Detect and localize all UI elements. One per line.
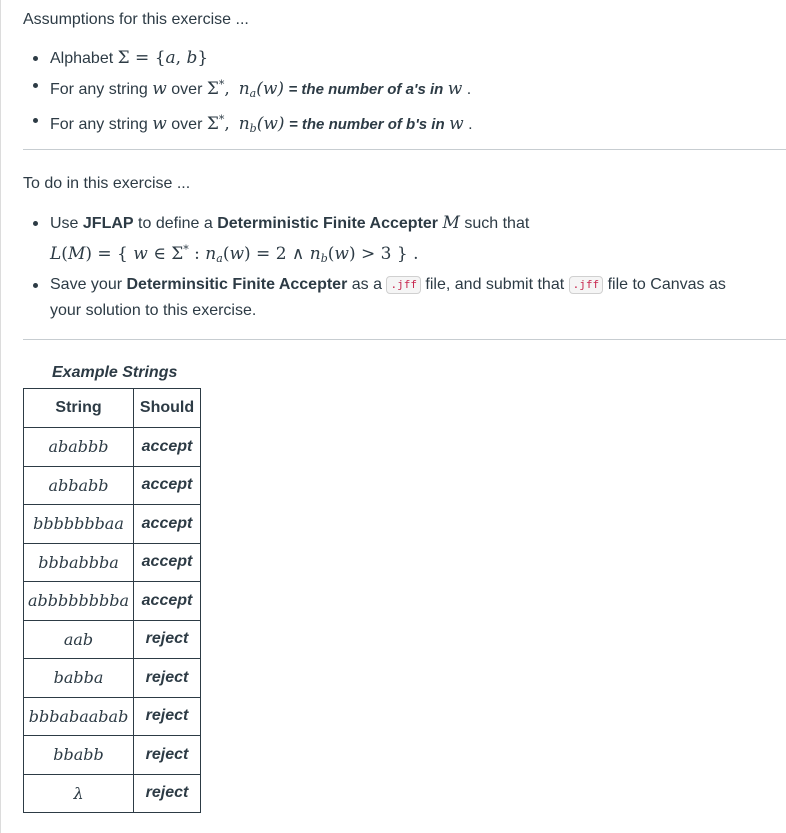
example-string: aab xyxy=(24,620,134,659)
example-string: bbbbbbbaa xyxy=(24,505,134,544)
examples-table xyxy=(23,388,201,813)
jflap-tool-name: JFLAP xyxy=(82,215,134,232)
nb-definition-text: = the number of b's in xyxy=(288,116,445,133)
todo-item-save xyxy=(23,272,783,324)
section-divider xyxy=(23,149,786,150)
section-divider xyxy=(23,339,786,340)
todo-file-submit: file, and submit that xyxy=(425,276,565,293)
table-row xyxy=(24,428,201,467)
todo-list xyxy=(23,210,783,324)
table-row xyxy=(24,582,201,621)
table-row xyxy=(24,505,201,544)
table-row xyxy=(24,543,201,582)
jff-extension-code: .jff xyxy=(569,276,604,294)
example-result: accept xyxy=(134,582,201,621)
dfa-term: Deterministic Finite Accepter xyxy=(217,215,439,232)
example-string: bbbabbba xyxy=(24,543,134,582)
todo-file-to: file to Canvas as xyxy=(607,276,726,293)
alphabet-item xyxy=(23,45,473,72)
assumptions-heading: Assumptions for this exercise ... xyxy=(23,11,249,28)
alphabet-label: Alphabet xyxy=(50,50,114,67)
string-var: w xyxy=(152,114,167,134)
example-result: reject xyxy=(134,736,201,775)
na-definition-item: For any string w over Σ*, $n_a(w)$ = the number of a's in w . xyxy=(23,72,473,107)
table-row xyxy=(24,620,201,659)
example-string: λ xyxy=(24,774,134,813)
header-string: String xyxy=(24,389,134,428)
table-header-row xyxy=(24,389,201,428)
assumptions-list xyxy=(23,45,473,142)
nb-over: over xyxy=(171,116,203,133)
todo-item-define xyxy=(23,210,783,272)
example-string: abbabb xyxy=(24,466,134,505)
na-definition-text: = the number of a's in xyxy=(288,81,444,98)
todo-end: your solution to this exercise. xyxy=(50,302,257,319)
nb-function: $n_b(w)$ xyxy=(238,114,285,135)
example-string: bbbabaabab xyxy=(24,697,134,736)
machine-var: M xyxy=(442,213,460,233)
todo-heading: To do in this exercise ... xyxy=(23,175,191,192)
nb-definition-item: For any string w over Σ*, $n_b(w)$ = the number of b's in w . xyxy=(23,107,473,142)
example-string: bbabb xyxy=(24,736,134,775)
table-row xyxy=(24,697,201,736)
language-definition: L(M) = { w ∈ Σ* : $n_a(w) = 2$ ∧ $n_b(w) > 3$ } . xyxy=(50,243,419,265)
string-var: w xyxy=(152,79,167,99)
left-border xyxy=(0,0,1,833)
dfa-term-save: Determinsitic Finite Accepter xyxy=(126,276,348,293)
header-should: Should xyxy=(134,389,201,428)
examples-caption: Example Strings xyxy=(52,364,178,381)
example-string: ababbb xyxy=(24,428,134,467)
todo-save: Save your xyxy=(50,276,123,293)
string-var: w xyxy=(449,114,464,134)
table-row xyxy=(24,774,201,813)
table-row xyxy=(24,659,201,698)
alphabet-expression: Σ = {a, b} xyxy=(117,48,209,68)
jff-extension-code: .jff xyxy=(386,276,421,294)
sigma-star: Σ*, xyxy=(206,113,230,134)
example-result: accept xyxy=(134,466,201,505)
string-var: w xyxy=(447,79,463,99)
example-result: reject xyxy=(134,620,201,659)
example-result: reject xyxy=(134,659,201,698)
todo-use: Use xyxy=(50,215,79,232)
na-prefix: For any string xyxy=(50,81,148,98)
na-function: $n_a(w)$ xyxy=(238,79,285,100)
example-string: babba xyxy=(24,659,134,698)
example-result: accept xyxy=(134,505,201,544)
todo-such-that: such that xyxy=(464,215,530,232)
example-result: reject xyxy=(134,774,201,813)
sigma-star: Σ*, xyxy=(206,78,230,99)
nb-prefix: For any string xyxy=(50,116,148,133)
example-string: abbbbbbbba xyxy=(24,582,134,621)
example-result: reject xyxy=(134,697,201,736)
example-result: accept xyxy=(134,543,201,582)
todo-as-a: as a xyxy=(351,276,383,293)
todo-to-define: to define a xyxy=(138,215,213,232)
table-row xyxy=(24,736,201,775)
table-row xyxy=(24,466,201,505)
na-over: over xyxy=(171,81,203,98)
example-result: accept xyxy=(134,428,201,467)
